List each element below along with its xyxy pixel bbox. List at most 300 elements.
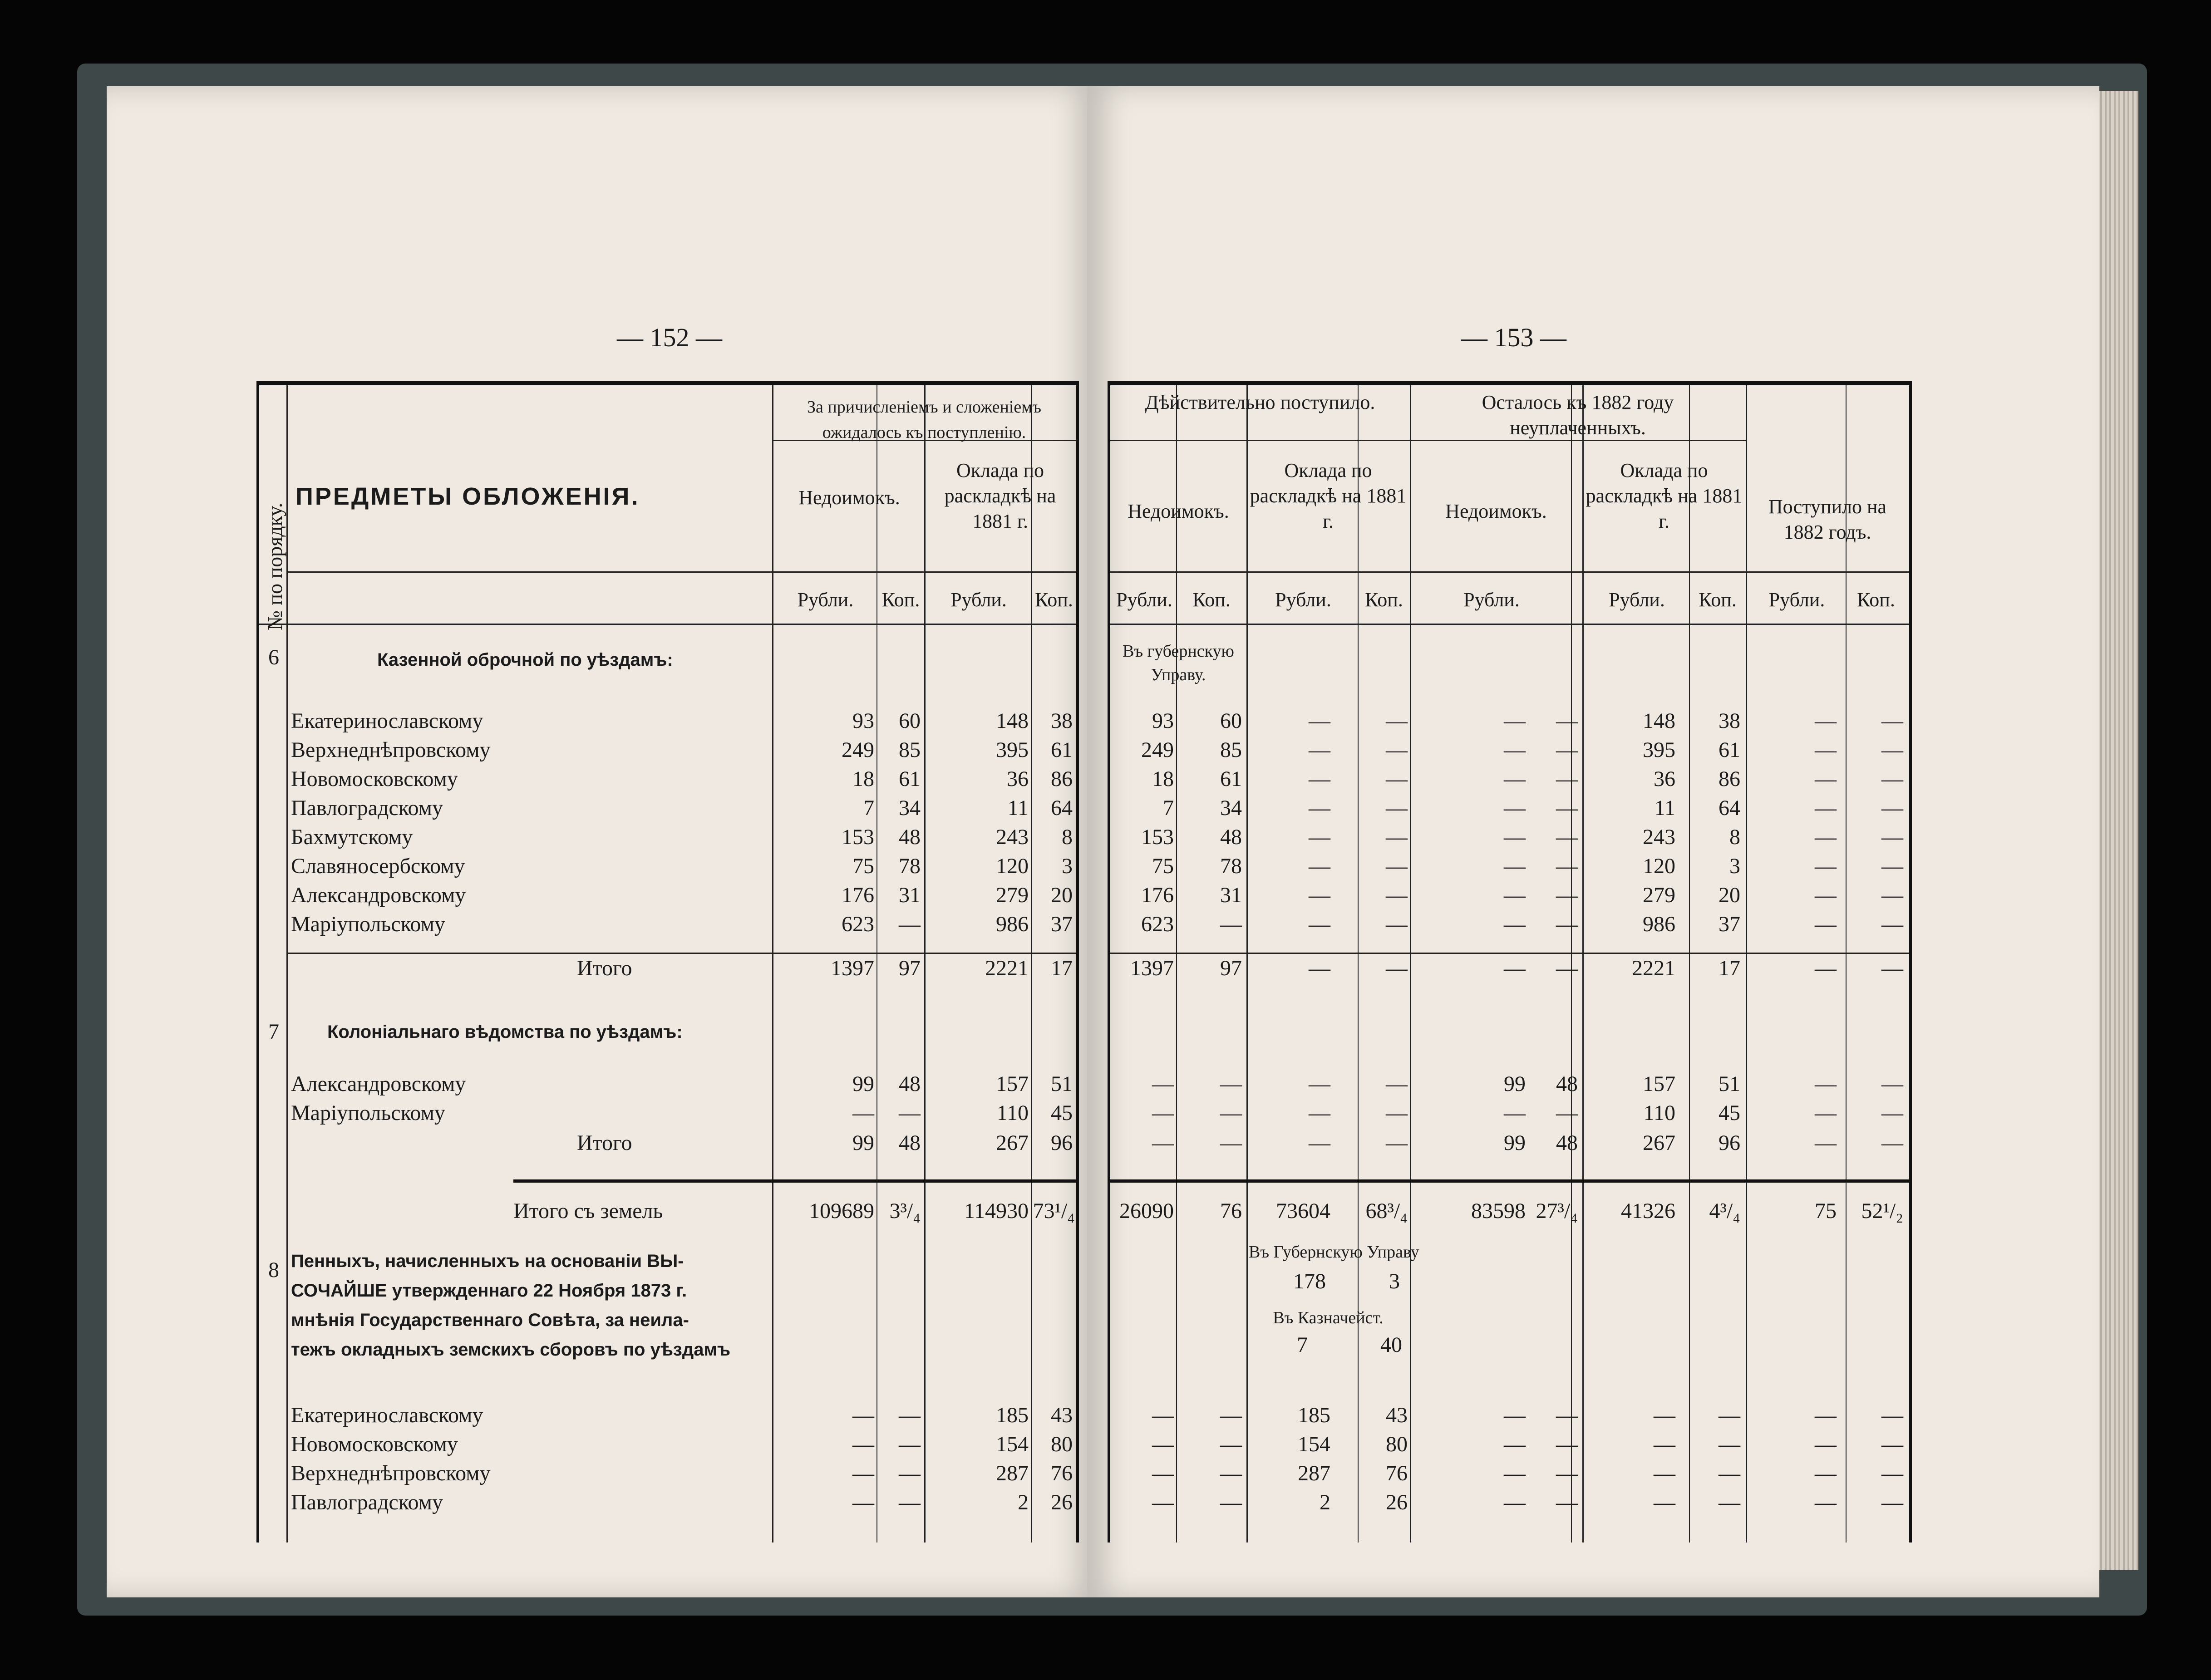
section-8-title-line: Пенныхъ, начисленныхъ на основаніи ВЫ- <box>291 1251 684 1271</box>
recv-assess-rub: 73604 <box>1276 1199 1330 1223</box>
arrears-rub: — <box>852 1403 874 1427</box>
total-7-kop1: 48 <box>899 1131 921 1155</box>
rem-arrears-rub: — <box>1504 825 1526 849</box>
recv-1882-rub: — <box>1815 825 1837 849</box>
recv-arrears-rub: — <box>1152 1131 1174 1155</box>
assessment-rub: 154 <box>996 1432 1029 1456</box>
recv-assess-rub: — <box>1309 1131 1330 1155</box>
total-land-rub1: 109689 <box>809 1199 874 1223</box>
rem-arrears-kop: — <box>1556 709 1578 733</box>
total-6-rub2: 2221 <box>985 956 1029 980</box>
rem-assess-rub: 2221 <box>1632 956 1675 980</box>
recv-arrears-rub: 153 <box>1141 825 1174 849</box>
recv-arrears-rub: 249 <box>1141 738 1174 762</box>
rem-arrears-kop: 27³/₄ <box>1536 1199 1578 1223</box>
assessment-rub: 11 <box>1007 796 1029 820</box>
recv-arrears-kop: 60 <box>1220 709 1242 733</box>
rub-header: Рубли. <box>950 589 1007 611</box>
recv-arrears-rub: — <box>1152 1432 1174 1456</box>
recv-arrears-rub: 1397 <box>1130 956 1174 980</box>
total-6-kop1: 97 <box>899 956 921 980</box>
arrears-kop: — <box>899 1432 921 1456</box>
total-6-rub1: 1397 <box>831 956 874 980</box>
recv-1882-kop: — <box>1881 709 1903 733</box>
assessment-kop: 37 <box>1051 912 1073 936</box>
assessment-kop: 76 <box>1051 1461 1073 1485</box>
recv-1882-kop: — <box>1881 1490 1903 1514</box>
rem-assess-kop: 64 <box>1719 796 1740 820</box>
recv-assess-rub: 287 <box>1298 1461 1330 1485</box>
rem-assess-rub: 36 <box>1654 767 1675 791</box>
rem-assess-kop: — <box>1719 1490 1740 1514</box>
recv-assess-rub: — <box>1309 912 1330 936</box>
right-table <box>1108 381 1912 1542</box>
recv-arrears-kop: — <box>1220 1432 1242 1456</box>
section-7-title: Колоніальнаго вѣдомства по уѣздамъ: <box>327 1022 683 1042</box>
rem-arrears-rub: — <box>1504 738 1526 762</box>
rem-arrears-rub: — <box>1504 1490 1526 1514</box>
assessment-kop: 43 <box>1051 1403 1073 1427</box>
rem-assess-rub: — <box>1654 1432 1675 1456</box>
page-number-152: — 152 — <box>617 323 722 352</box>
assessment-rub: 986 <box>996 912 1029 936</box>
note-uprava-kop: 3 <box>1389 1269 1400 1293</box>
recv-assess-rub: — <box>1309 883 1330 907</box>
note-treasury-rub: 7 <box>1297 1333 1308 1357</box>
rem-arrears-kop: — <box>1556 956 1578 980</box>
arrears-rub: — <box>852 1461 874 1485</box>
recv-1882-rub: — <box>1815 1461 1837 1485</box>
recv-1882-rub: — <box>1815 1101 1837 1125</box>
district-name: Маріупольскому <box>291 912 445 936</box>
recv-arrears-kop: 34 <box>1220 796 1242 820</box>
recv-arrears-kop: — <box>1220 1072 1242 1096</box>
rem-arrears-kop: — <box>1556 1101 1578 1125</box>
recv-1882-kop: — <box>1881 1131 1903 1155</box>
rem-arrears-rub: 99 <box>1504 1131 1526 1155</box>
rem-assess-kop: 37 <box>1719 912 1740 936</box>
recv-assess-kop: — <box>1386 1101 1408 1125</box>
assessment-rub: 2 <box>1018 1490 1029 1514</box>
total-label: Итого <box>577 956 632 980</box>
recv-arrears-kop: — <box>1220 1461 1242 1485</box>
rem-assess-kop: 4³/₄ <box>1709 1199 1740 1223</box>
right-page <box>1087 86 2099 1597</box>
column-number-header: № по порядку. <box>263 502 286 630</box>
rem-assess-kop: — <box>1719 1432 1740 1456</box>
rem-arrears-kop: — <box>1556 854 1578 878</box>
recv-1882-kop: — <box>1881 912 1903 936</box>
recv-1882-rub: — <box>1815 709 1837 733</box>
arrears-kop: — <box>899 1490 921 1514</box>
rem-assess-kop: — <box>1719 1403 1740 1427</box>
recv-1882-kop: 52¹/₂ <box>1861 1199 1903 1223</box>
recv-assess-kop: — <box>1386 709 1408 733</box>
total-7-rub2: 267 <box>996 1131 1029 1155</box>
recv-arrears-rub: 7 <box>1163 796 1174 820</box>
recv-1882-rub: — <box>1815 912 1837 936</box>
arrears-kop: 48 <box>899 825 921 849</box>
arrears-kop: — <box>899 1403 921 1427</box>
recv-arrears-rub: 18 <box>1152 767 1174 791</box>
district-name: Новомосковскому <box>291 767 458 791</box>
assessment-kop: 8 <box>1062 825 1073 849</box>
assessment-rub: 157 <box>996 1072 1029 1096</box>
kop-header: Коп. <box>1699 589 1737 611</box>
recv-assess-kop: — <box>1386 854 1408 878</box>
recv-arrears-kop: 48 <box>1220 825 1242 849</box>
recv-arrears-rub: — <box>1152 1403 1174 1427</box>
total-7-rub1: 99 <box>852 1131 874 1155</box>
rem-assess-rub: 157 <box>1643 1072 1675 1096</box>
arrears-rub: — <box>852 1490 874 1514</box>
recv-arrears-rub: — <box>1152 1461 1174 1485</box>
rem-arrears-rub: 99 <box>1504 1072 1526 1096</box>
rem-arrears-rub: — <box>1504 912 1526 936</box>
assessment-rub: 395 <box>996 738 1029 762</box>
page-number-153: — 153 — <box>1461 323 1566 352</box>
rem-assess-rub: 243 <box>1643 825 1675 849</box>
arrears-rub: 18 <box>852 767 874 791</box>
left-page <box>107 86 1096 1597</box>
district-name: Новомосковскому <box>291 1432 458 1456</box>
arrears-header: Недоимокъ. <box>1445 500 1547 522</box>
recv-assess-kop: — <box>1386 796 1408 820</box>
recv-1882-kop: — <box>1881 825 1903 849</box>
recv-assess-kop: 43 <box>1386 1403 1408 1427</box>
rem-arrears-kop: — <box>1556 825 1578 849</box>
recv-arrears-kop: — <box>1220 912 1242 936</box>
rem-arrears-kop: — <box>1556 883 1578 907</box>
kop-header: Коп. <box>881 589 920 611</box>
section-8-title-line: тежъ окладныхъ земскихъ сборовъ по уѣздамъ <box>291 1340 731 1360</box>
section-8-title-line: СОЧАЙШЕ утвержденнаго 22 Ноября 1873 г. <box>291 1281 687 1301</box>
assessment-kop: 26 <box>1051 1490 1073 1514</box>
arrears-kop: 48 <box>899 1072 921 1096</box>
recv-arrears-kop: 76 <box>1220 1199 1242 1223</box>
total-6-kop2: 17 <box>1051 956 1073 980</box>
section-8-number: 8 <box>268 1258 279 1282</box>
recv-assess-kop: — <box>1386 1072 1408 1096</box>
rem-arrears-rub: — <box>1504 854 1526 878</box>
rem-arrears-rub: — <box>1504 1101 1526 1125</box>
recv-assess-rub: 154 <box>1298 1432 1330 1456</box>
rem-assess-kop: 61 <box>1719 738 1740 762</box>
recv-arrears-rub: — <box>1152 1072 1174 1096</box>
rem-assess-rub: 986 <box>1643 912 1675 936</box>
recv-assess-kop: 68³/₄ <box>1365 1199 1408 1223</box>
recv-1882-rub: — <box>1815 883 1837 907</box>
recv-assess-kop: 80 <box>1386 1432 1408 1456</box>
recv-assess-kop: — <box>1386 825 1408 849</box>
recv-1882-rub: — <box>1815 738 1837 762</box>
assessment-kop: 38 <box>1051 709 1073 733</box>
rem-arrears-kop: — <box>1556 1490 1578 1514</box>
rem-assess-kop: 20 <box>1719 883 1740 907</box>
rem-assess-kop: 96 <box>1719 1131 1740 1155</box>
rem-assess-rub: — <box>1654 1403 1675 1427</box>
note-to-gubernia-uprava-2: Въ Губернскую Управу <box>1249 1243 1419 1262</box>
subject-header: ПРЕДМЕТЫ ОБЛОЖЕНІЯ. <box>295 483 640 510</box>
recv-arrears-rub: 176 <box>1141 883 1174 907</box>
arrears-rub: — <box>852 1432 874 1456</box>
rem-assess-rub: — <box>1654 1490 1675 1514</box>
assessment-kop: 51 <box>1051 1072 1073 1096</box>
rem-assess-rub: — <box>1654 1461 1675 1485</box>
recv-assess-kop: — <box>1386 1131 1408 1155</box>
recv-assess-rub: — <box>1309 1101 1330 1125</box>
assessment-kop: 86 <box>1051 767 1073 791</box>
district-name: Павлоградскому <box>291 1490 443 1514</box>
arrears-kop: — <box>899 1461 921 1485</box>
recv-1882-kop: — <box>1881 1101 1903 1125</box>
recv-1882-kop: — <box>1881 854 1903 878</box>
rem-arrears-kop: — <box>1556 796 1578 820</box>
recv-1882-kop: — <box>1881 1432 1903 1456</box>
recv-assess-rub: — <box>1309 709 1330 733</box>
rem-arrears-rub: — <box>1504 883 1526 907</box>
note-to-treasury: Въ Казначейст. <box>1273 1308 1384 1327</box>
rem-assess-kop: 86 <box>1719 767 1740 791</box>
rem-arrears-rub: — <box>1504 956 1526 980</box>
recv-assess-rub: — <box>1309 956 1330 980</box>
recv-1882-rub: — <box>1815 1432 1837 1456</box>
recv-1882-rub: — <box>1815 796 1837 820</box>
rem-arrears-kop: — <box>1556 1432 1578 1456</box>
recv-arrears-kop: — <box>1220 1490 1242 1514</box>
rub-header: Рубли. <box>1116 589 1172 611</box>
assessment-kop: 45 <box>1051 1101 1073 1125</box>
left-table <box>256 381 1079 1542</box>
assessment-rub: 243 <box>996 825 1029 849</box>
note-to-gubernia-uprava: Въ губернскую Управу. <box>1123 642 1234 684</box>
assessment-rub: 110 <box>996 1101 1029 1125</box>
recv-1882-kop: — <box>1881 796 1903 820</box>
received-1882-header: Поступило на 1882 годъ. <box>1768 496 1887 543</box>
rem-assess-kop: 45 <box>1719 1101 1740 1125</box>
remaining-group-header: Осталось къ 1882 году неуплаченныхъ. <box>1482 391 1674 439</box>
rem-assess-kop: 17 <box>1719 956 1740 980</box>
total-land-kop1: 3³/₄ <box>889 1199 921 1223</box>
section-8-title-line: мнѣнія Государственнаго Совѣта, за неила- <box>291 1310 689 1330</box>
recv-assess-rub: — <box>1309 825 1330 849</box>
rem-assess-rub: 267 <box>1643 1131 1675 1155</box>
rub-header: Рубли. <box>797 589 854 611</box>
recv-arrears-rub: — <box>1152 1101 1174 1125</box>
arrears-kop: 34 <box>899 796 921 820</box>
arrears-kop: — <box>899 1101 921 1125</box>
section-6-number: 6 <box>268 645 279 669</box>
recv-assess-kop: — <box>1386 767 1408 791</box>
district-name: Александровскому <box>291 1072 466 1096</box>
rub-header: Рубли. <box>1609 589 1665 611</box>
rem-assess-rub: 11 <box>1654 796 1675 820</box>
rem-arrears-kop: — <box>1556 1461 1578 1485</box>
recv-assess-rub: — <box>1309 796 1330 820</box>
recv-1882-rub: — <box>1815 1072 1837 1096</box>
assessment-rub: 148 <box>996 709 1029 733</box>
recv-arrears-kop: — <box>1220 1131 1242 1155</box>
total-land-rub2: 114930 <box>964 1199 1029 1223</box>
recv-assess-kop: — <box>1386 738 1408 762</box>
recv-assess-kop: 76 <box>1386 1461 1408 1485</box>
recv-1882-rub: — <box>1815 767 1837 791</box>
assessment-rub: 279 <box>996 883 1029 907</box>
received-group-header: Дѣйствительно поступило. <box>1145 391 1375 413</box>
arrears-kop: 78 <box>899 854 921 878</box>
recv-1882-rub: 75 <box>1815 1199 1837 1223</box>
district-name: Екатеринославскому <box>291 709 483 733</box>
recv-1882-kop: — <box>1881 738 1903 762</box>
rem-assess-kop: — <box>1719 1461 1740 1485</box>
arrears-kop: 85 <box>899 738 921 762</box>
arrears-kop: 31 <box>899 883 921 907</box>
assessment-rub: 185 <box>996 1403 1029 1427</box>
recv-arrears-kop: 85 <box>1220 738 1242 762</box>
recv-assess-kop: 26 <box>1386 1490 1408 1514</box>
rem-assess-rub: 279 <box>1643 883 1675 907</box>
assessment-header: Оклада по раскладкѣ на 1881 г. <box>1250 459 1407 532</box>
rem-assess-kop: 51 <box>1719 1072 1740 1096</box>
recv-arrears-kop: 97 <box>1220 956 1242 980</box>
arrears-rub: 75 <box>852 854 874 878</box>
recv-arrears-rub: 26090 <box>1119 1199 1174 1223</box>
rem-assess-rub: 395 <box>1643 738 1675 762</box>
recv-arrears-rub: 93 <box>1152 709 1174 733</box>
recv-1882-kop: — <box>1881 1461 1903 1485</box>
recv-1882-kop: — <box>1881 883 1903 907</box>
assessment-rub: 287 <box>996 1461 1029 1485</box>
rem-assess-rub: 148 <box>1643 709 1675 733</box>
arrears-rub: 623 <box>842 912 874 936</box>
total-land-label: Итого съ земель <box>513 1199 663 1223</box>
rem-arrears-rub: — <box>1504 767 1526 791</box>
arrears-kop: 60 <box>899 709 921 733</box>
arrears-rub: — <box>852 1101 874 1125</box>
district-name: Екатеринославскому <box>291 1403 483 1427</box>
recv-assess-rub: 2 <box>1320 1490 1330 1514</box>
recv-1882-kop: — <box>1881 1072 1903 1096</box>
expected-group-header: За причисленіемъ и сложеніемъ ожидалось къ поступленію. <box>807 398 1041 442</box>
recv-1882-kop: — <box>1881 767 1903 791</box>
assessment-kop: 64 <box>1051 796 1073 820</box>
section-7-number: 7 <box>268 1020 279 1044</box>
district-name: Верхнеднѣпровскому <box>291 1461 491 1485</box>
rub-header: Рубли. <box>1275 589 1331 611</box>
rem-assess-rub: 41326 <box>1621 1199 1675 1223</box>
rem-arrears-rub: — <box>1504 709 1526 733</box>
district-name: Александровскому <box>291 883 466 907</box>
total-7-kop2: 96 <box>1051 1131 1073 1155</box>
assessment-kop: 80 <box>1051 1432 1073 1456</box>
recv-1882-rub: — <box>1815 1490 1837 1514</box>
rem-arrears-kop: 48 <box>1556 1131 1578 1155</box>
recv-1882-rub: — <box>1815 956 1837 980</box>
recv-arrears-kop: — <box>1220 1101 1242 1125</box>
kop-header: Коп. <box>1857 589 1895 611</box>
recv-assess-kop: — <box>1386 912 1408 936</box>
recv-assess-rub: — <box>1309 854 1330 878</box>
rem-arrears-rub: 83598 <box>1471 1199 1526 1223</box>
district-name: Славяносербскому <box>291 854 465 878</box>
recv-1882-rub: — <box>1815 854 1837 878</box>
rem-arrears-kop: — <box>1556 1403 1578 1427</box>
recv-assess-rub: — <box>1309 1072 1330 1096</box>
total-land-kop2: 73¹/₄ <box>1033 1199 1075 1223</box>
assessment-rub: 36 <box>1007 767 1029 791</box>
recv-1882-kop: — <box>1881 1403 1903 1427</box>
rem-arrears-rub: — <box>1504 1461 1526 1485</box>
arrears-rub: 7 <box>863 796 874 820</box>
rem-assess-rub: 120 <box>1643 854 1675 878</box>
arrears-header: Недоимокъ. <box>1128 500 1229 522</box>
recv-arrears-kop: 78 <box>1220 854 1242 878</box>
note-uprava-rub: 178 <box>1293 1269 1326 1293</box>
recv-arrears-rub: — <box>1152 1490 1174 1514</box>
arrears-header: Недоимокъ. <box>798 486 900 509</box>
recv-arrears-kop: — <box>1220 1403 1242 1427</box>
recv-arrears-rub: 75 <box>1152 854 1174 878</box>
recv-assess-rub: — <box>1309 767 1330 791</box>
rem-assess-kop: 38 <box>1719 709 1740 733</box>
rub-header: Рубли. <box>1768 589 1825 611</box>
arrears-rub: 153 <box>842 825 874 849</box>
assessment-header: Оклада по раскладкѣ на 1881 г. <box>1586 459 1743 532</box>
rem-assess-rub: 110 <box>1643 1101 1675 1125</box>
district-name: Верхнеднѣпровскому <box>291 738 491 762</box>
recv-arrears-kop: 61 <box>1220 767 1242 791</box>
arrears-rub: 93 <box>852 709 874 733</box>
recv-arrears-kop: 31 <box>1220 883 1242 907</box>
kop-header: Коп. <box>1035 589 1073 611</box>
section-6-title: Казенной оброчной по уѣздамъ: <box>377 650 673 670</box>
district-name: Маріупольскому <box>291 1101 445 1125</box>
rem-assess-kop: 3 <box>1729 854 1740 878</box>
assessment-kop: 3 <box>1062 854 1073 878</box>
assessment-header: Оклада по раскладкѣ на 1881 г. <box>944 459 1056 532</box>
assessment-kop: 61 <box>1051 738 1073 762</box>
arrears-rub: 176 <box>842 883 874 907</box>
recv-1882-rub: — <box>1815 1131 1837 1155</box>
total-label: Итого <box>577 1131 632 1155</box>
district-name: Павлоградскому <box>291 796 443 820</box>
recv-1882-kop: — <box>1881 956 1903 980</box>
note-treasury-kop: 40 <box>1380 1333 1402 1357</box>
recv-assess-kop: — <box>1386 956 1408 980</box>
recv-assess-rub: 185 <box>1298 1403 1330 1427</box>
arrears-kop: 61 <box>899 767 921 791</box>
rem-arrears-rub: — <box>1504 1403 1526 1427</box>
rem-arrears-kop: 48 <box>1556 1072 1578 1096</box>
arrears-rub: 99 <box>852 1072 874 1096</box>
rem-arrears-kop: — <box>1556 912 1578 936</box>
recv-1882-rub: — <box>1815 1403 1837 1427</box>
kop-header: Коп. <box>1192 589 1231 611</box>
assessment-rub: 120 <box>996 854 1029 878</box>
kop-header: Коп. <box>1365 589 1403 611</box>
assessment-kop: 20 <box>1051 883 1073 907</box>
rem-arrears-rub: — <box>1504 796 1526 820</box>
rem-assess-kop: 8 <box>1729 825 1740 849</box>
rem-arrears-kop: — <box>1556 738 1578 762</box>
rem-arrears-rub: — <box>1504 1432 1526 1456</box>
recv-assess-rub: — <box>1309 738 1330 762</box>
district-name: Бахмутскому <box>291 825 413 849</box>
arrears-rub: 249 <box>842 738 874 762</box>
recv-assess-kop: — <box>1386 883 1408 907</box>
recv-arrears-rub: 623 <box>1141 912 1174 936</box>
rub-header: Рубли. <box>1463 589 1520 611</box>
